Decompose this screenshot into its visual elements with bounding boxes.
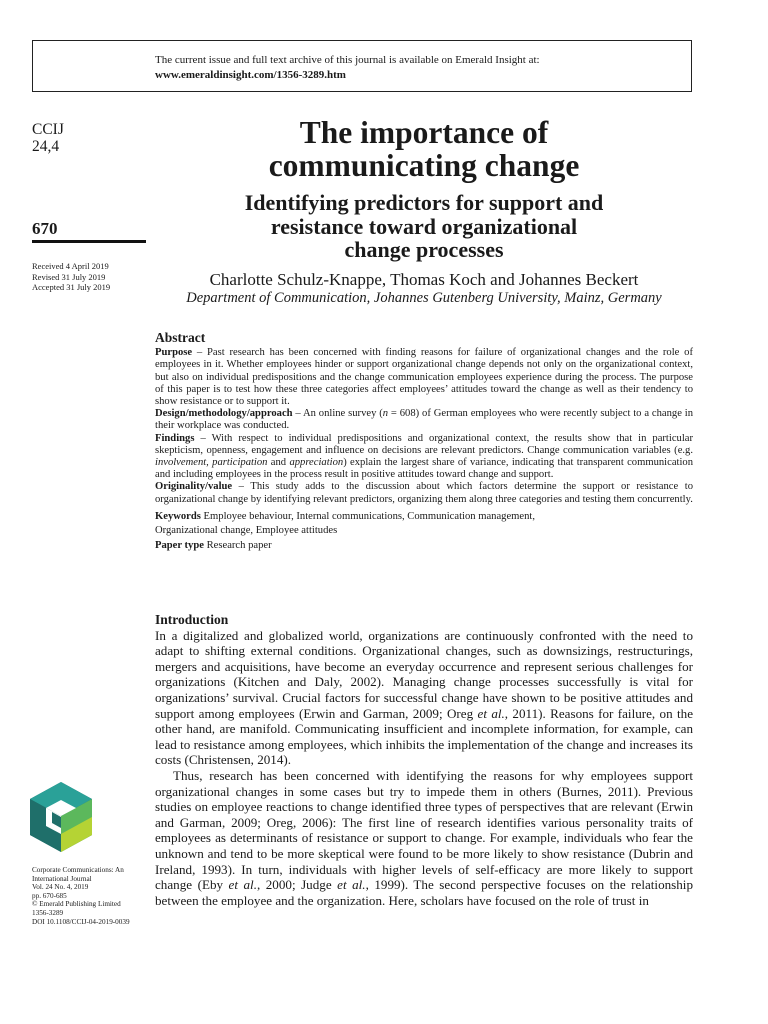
design-text: – An online survey ( [292, 408, 383, 420]
volume-info: Vol. 24 No. 4, 2019 [32, 883, 89, 892]
intro-text: , 1999). The second perspective focuses on the relationship between the employee and the organization. Here, scholars have focused on the role of trust in [155, 877, 693, 908]
page-range: pp. 670-685 [32, 891, 67, 900]
findings-text: and [267, 457, 290, 469]
originality-text: – This study adds to the discussion about which factors determine the support or resistance to organizational change by identifying relevant predictors, organizing them along three categories and testing them concurrently. [155, 481, 693, 505]
publisher: © Emerald Publishing Limited [32, 900, 121, 909]
journal-notice-box [32, 40, 692, 92]
intro-paragraph [155, 628, 693, 768]
journal-name: Corporate Communications: An International Journal [32, 866, 124, 883]
keywords-label: Keywords [155, 510, 201, 522]
purpose-label: Purpose [155, 347, 193, 359]
abstract-originality [155, 481, 693, 505]
originality-label: Originality/value [155, 481, 233, 493]
paper-type [155, 540, 693, 552]
keywords [155, 510, 693, 539]
authors: Charlotte Schulz-Knappe, Thomas Koch and Johannes Beckert [209, 270, 639, 289]
intro-italic: et al. [477, 705, 505, 721]
subtitle-line: change processes [344, 237, 504, 262]
emerald-publishing-logo-icon [30, 782, 92, 852]
doi[interactable]: DOI 10.1108/CCIJ-04-2019-0039 [32, 917, 130, 926]
issn: 1356-3289 [32, 908, 64, 917]
findings-italic: involvement, participation [155, 457, 268, 469]
papertype-text: Research paper [203, 539, 272, 551]
findings-label: Findings [155, 432, 195, 444]
intro-text: In a digitalized and globalized world, organizations are continuously confronted with the need to adapt to shifting external conditions. Organizational changes, such as downsizings, restructurings, mergers and acquisitions, have become an everyday occurrence and represent serious challenges for organizations (Kitchen and Daly, 2002). Managing change processes successfully is vital for organizations’ survival. Crucial factors for successful change have shown to be positive attitudes and support among employees (Erwin and Garman, 2009; Oreg [155, 627, 693, 721]
notice-text: The current issue and full text archive of this journal is available on Emerald Insight at: [155, 54, 540, 66]
intro-italic: et al. [337, 877, 366, 893]
divider [32, 240, 146, 243]
revised-date: Revised 31 July 2019 [32, 271, 106, 282]
purpose-text: – Past research has been concerned with finding reasons for failure of organizational changes and the role of employees in it. Whether employees hinder or support organizational change depends not only on the organizational context, but also on individual predispositions and the change communication employees experience during the process. The purpose of this paper is to test how these three categories affect employees’ attitudes toward the change as well as their tendency to show resistance or to support it. [155, 347, 693, 408]
article-dates [32, 261, 110, 293]
intro-text: , 2000; Judge [256, 877, 338, 893]
abstract-design [155, 408, 693, 432]
intro-italic: et al. [228, 877, 257, 893]
article-subtitle [155, 191, 693, 262]
abstract-section [155, 332, 693, 552]
title-line: The importance of [299, 115, 549, 150]
design-label: Design/methodology/approach [155, 408, 293, 420]
abstract-heading: Abstract [155, 330, 206, 345]
intro-paragraph [155, 768, 693, 908]
article-title [155, 116, 693, 182]
intro-text: , 2011). Reasons for failure, on the other hand, are manifold. Communicating insufficient and incomplete information, for example, can lead to resistance among employees, which inhibits the implementation of the change and increases its costs (Christensen, 2014). [155, 705, 694, 768]
citation-block [32, 866, 144, 926]
page-number: 670 [32, 219, 58, 238]
findings-text: ) explain the largest share of variance, indicating that transparent communication and including employees in the process result in positive attitudes toward change and support. [155, 457, 694, 481]
affiliation: Department of Communication, Johannes Gutenberg University, Mainz, Germany [186, 290, 662, 306]
findings-text: – With respect to individual predispositions and organizational context, the results show that in particular skepticism, openness, engagement and influence on decisions are relevant predictors. Change communication variables (e.g. [155, 432, 693, 456]
notice-url[interactable]: www.emeraldinsight.com/1356-3289.htm [155, 69, 346, 81]
introduction-heading: Introduction [155, 612, 229, 627]
journal-abbr: CCIJ [32, 121, 64, 138]
abstract-findings [155, 433, 693, 482]
abstract-purpose [155, 347, 693, 408]
design-text: = 608) of German employees who were recently subject to a change in their workplace was conducted. [155, 408, 694, 432]
accepted-date: Accepted 31 July 2019 [32, 282, 111, 292]
volume-issue: 24,4 [32, 138, 60, 155]
received-date: Received 4 April 2019 [32, 261, 109, 271]
keywords-text: Employee behaviour, Internal communications, Communication management, [200, 510, 535, 522]
subtitle-line: Identifying predictors for support and [244, 190, 604, 215]
subtitle-line: resistance toward organizational [270, 213, 578, 239]
journal-abbreviation [32, 121, 64, 155]
introduction-section [155, 612, 693, 908]
findings-italic: appreciation [289, 457, 344, 469]
intro-text: Thus, research has been concerned with identifying the reasons for why employees support organizational changes in some cases but try to impede them in others (Burnes, 2011). Previous studies on employee reactions to change identified three types of perspectives that are relevant (Erwin and Garman, 2009; Oreg, 2006): The first line of research identifies various personality traits of employees as determinants of resistance or support to change. For example, individuals who fear the unknown and tend to be more skeptical were found to be more likely to show resistance (Dubrin and Ireland, 1993). In turn, individuals with higher levels of self-efficacy are more likely to support change (Eby [155, 767, 693, 893]
papertype-label: Paper type [155, 539, 204, 551]
design-n: n [382, 408, 389, 420]
title-line: communicating change [268, 148, 580, 183]
keywords-text: Organizational change, Employee attitudes [155, 525, 338, 537]
